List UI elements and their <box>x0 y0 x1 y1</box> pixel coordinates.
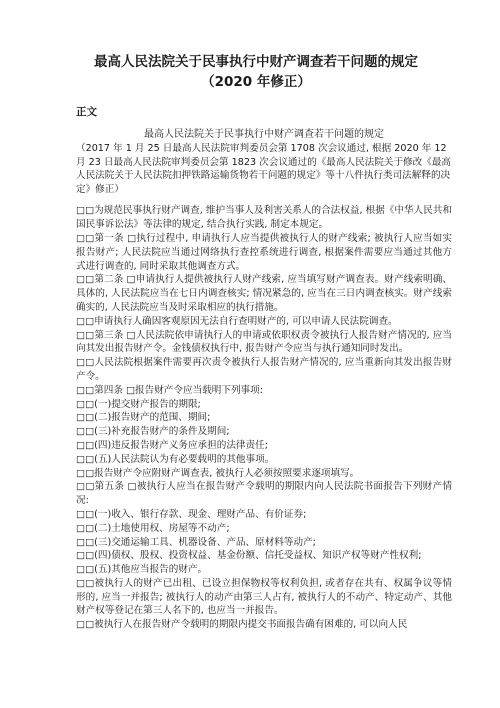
list-item: □□(三)交通运输工具、机器设备、产品、原材料等动产; <box>76 536 316 548</box>
paragraph: □□申请执行人确因客观原因无法自行查明财产的, 可以申请人民法院调查。 <box>76 315 398 327</box>
list-item: □□(二)土地使用权、房屋等不动产; <box>76 522 230 534</box>
list-item: □□(四)债权、股权、投资权益、基金份额、信托受益权、知识产权等财产性权利; <box>76 550 422 562</box>
paragraph: □□被执行人的财产已出租、已设立担保物权等权利负担, 或者存在共有、权属争议等情形的, 应当一并报告; 被执行人的动产由第三人占有, 被执行人的不动产、特定动产、其他财产权等登记在第三人名下的, 也应当一并报告。 <box>76 577 452 617</box>
article-4: □□第四条 □报告财产令应当载明下列事项: <box>76 384 263 396</box>
list-item: □□(一)收入、银行存款、现金、理财产品、有价证券; <box>76 508 307 520</box>
paragraph: □□报告财产令应附财产调查表, 被执行人必须按照要求逐项填写。 <box>76 467 360 479</box>
article-3: □□第三条 □人民法院依申请执行人的申请或依职权责令被执行人报告财产情况的, 应当向其发出报告财产令。金钱债权执行中, 报告财产令应当与执行通知同时发出。 <box>76 329 452 355</box>
article-2: □□第二条 □申请执行人提供被执行人财产线索, 应当填写财产调查表。财产线索明确、具体的, 人民法院应当在七日内调查核实; 情况紧急的, 应当在三日内调查核实。财产线索确实的, 人民法院应当及时采取相应的执行措施。 <box>76 274 452 313</box>
document-title <box>56 0 456 92</box>
preamble: （2017 年 1 月 25 日最高人民法院审判委员会第 1708 次会议通过, 根据 2020 年 12 月 23 日最高人民法院审判委员会第 1823 次会议通过的《最高人民法院关于修改《最高人民法院关于人民法院扣押铁路运输货物若干问题的规定》等十八件执行类司法解释的决定》修正） <box>76 143 452 195</box>
list-item: □□(一)提交财产报告的期限; <box>76 398 201 410</box>
article-5: □□第五条 □被执行人应当在报告财产令载明的期限内向人民法院书面报告下列财产情况: <box>76 481 452 507</box>
list-item: □□(四)违反报告财产义务应承担的法律责任; <box>76 439 268 451</box>
paragraph: □□人民法院根据案件需要再次责令被执行人报告财产情况的, 应当重新向其发出报告财产令。 <box>76 357 452 382</box>
list-item: □□(三)补充报告财产的条件及期间; <box>76 426 230 438</box>
title-line-1: 最高人民法院关于民事执行中财产调查若干问题的规定 <box>94 54 418 70</box>
article-1: □□第一条 □执行过程中, 申请执行人应当提供被执行人的财产线索; 被执行人应当如实报告财产; 人民法院应当通过网络执行查控系统进行调查, 根据案件需要应当通过其他方式进行调查的, 同时采取其他调查方式。 <box>76 232 452 272</box>
document-body <box>76 204 452 632</box>
title-line-2: （2020 年修正） <box>201 74 311 90</box>
regulation-subtitle: 最高人民法院关于民事执行中财产调查若干问题的规定 <box>144 129 384 140</box>
paragraph: □□为规范民事执行财产调查, 维护当事人及利害关系人的合法权益, 根据《中华人民共和国民事诉讼法》等法律的规定, 结合执行实践, 制定本规定。 <box>76 205 452 231</box>
list-item: □□(二)报告财产的范围、期间; <box>76 412 211 424</box>
paragraph: □□被执行人在报告财产令载明的期限内提交书面报告确有困难的, 可以向人民 <box>76 619 408 631</box>
list-item: □□(五)其他应当报告的财产。 <box>76 564 208 576</box>
list-item: □□(五)人民法院认为有必要载明的其他事项。 <box>76 453 275 465</box>
section-label: 正文 <box>76 106 97 118</box>
